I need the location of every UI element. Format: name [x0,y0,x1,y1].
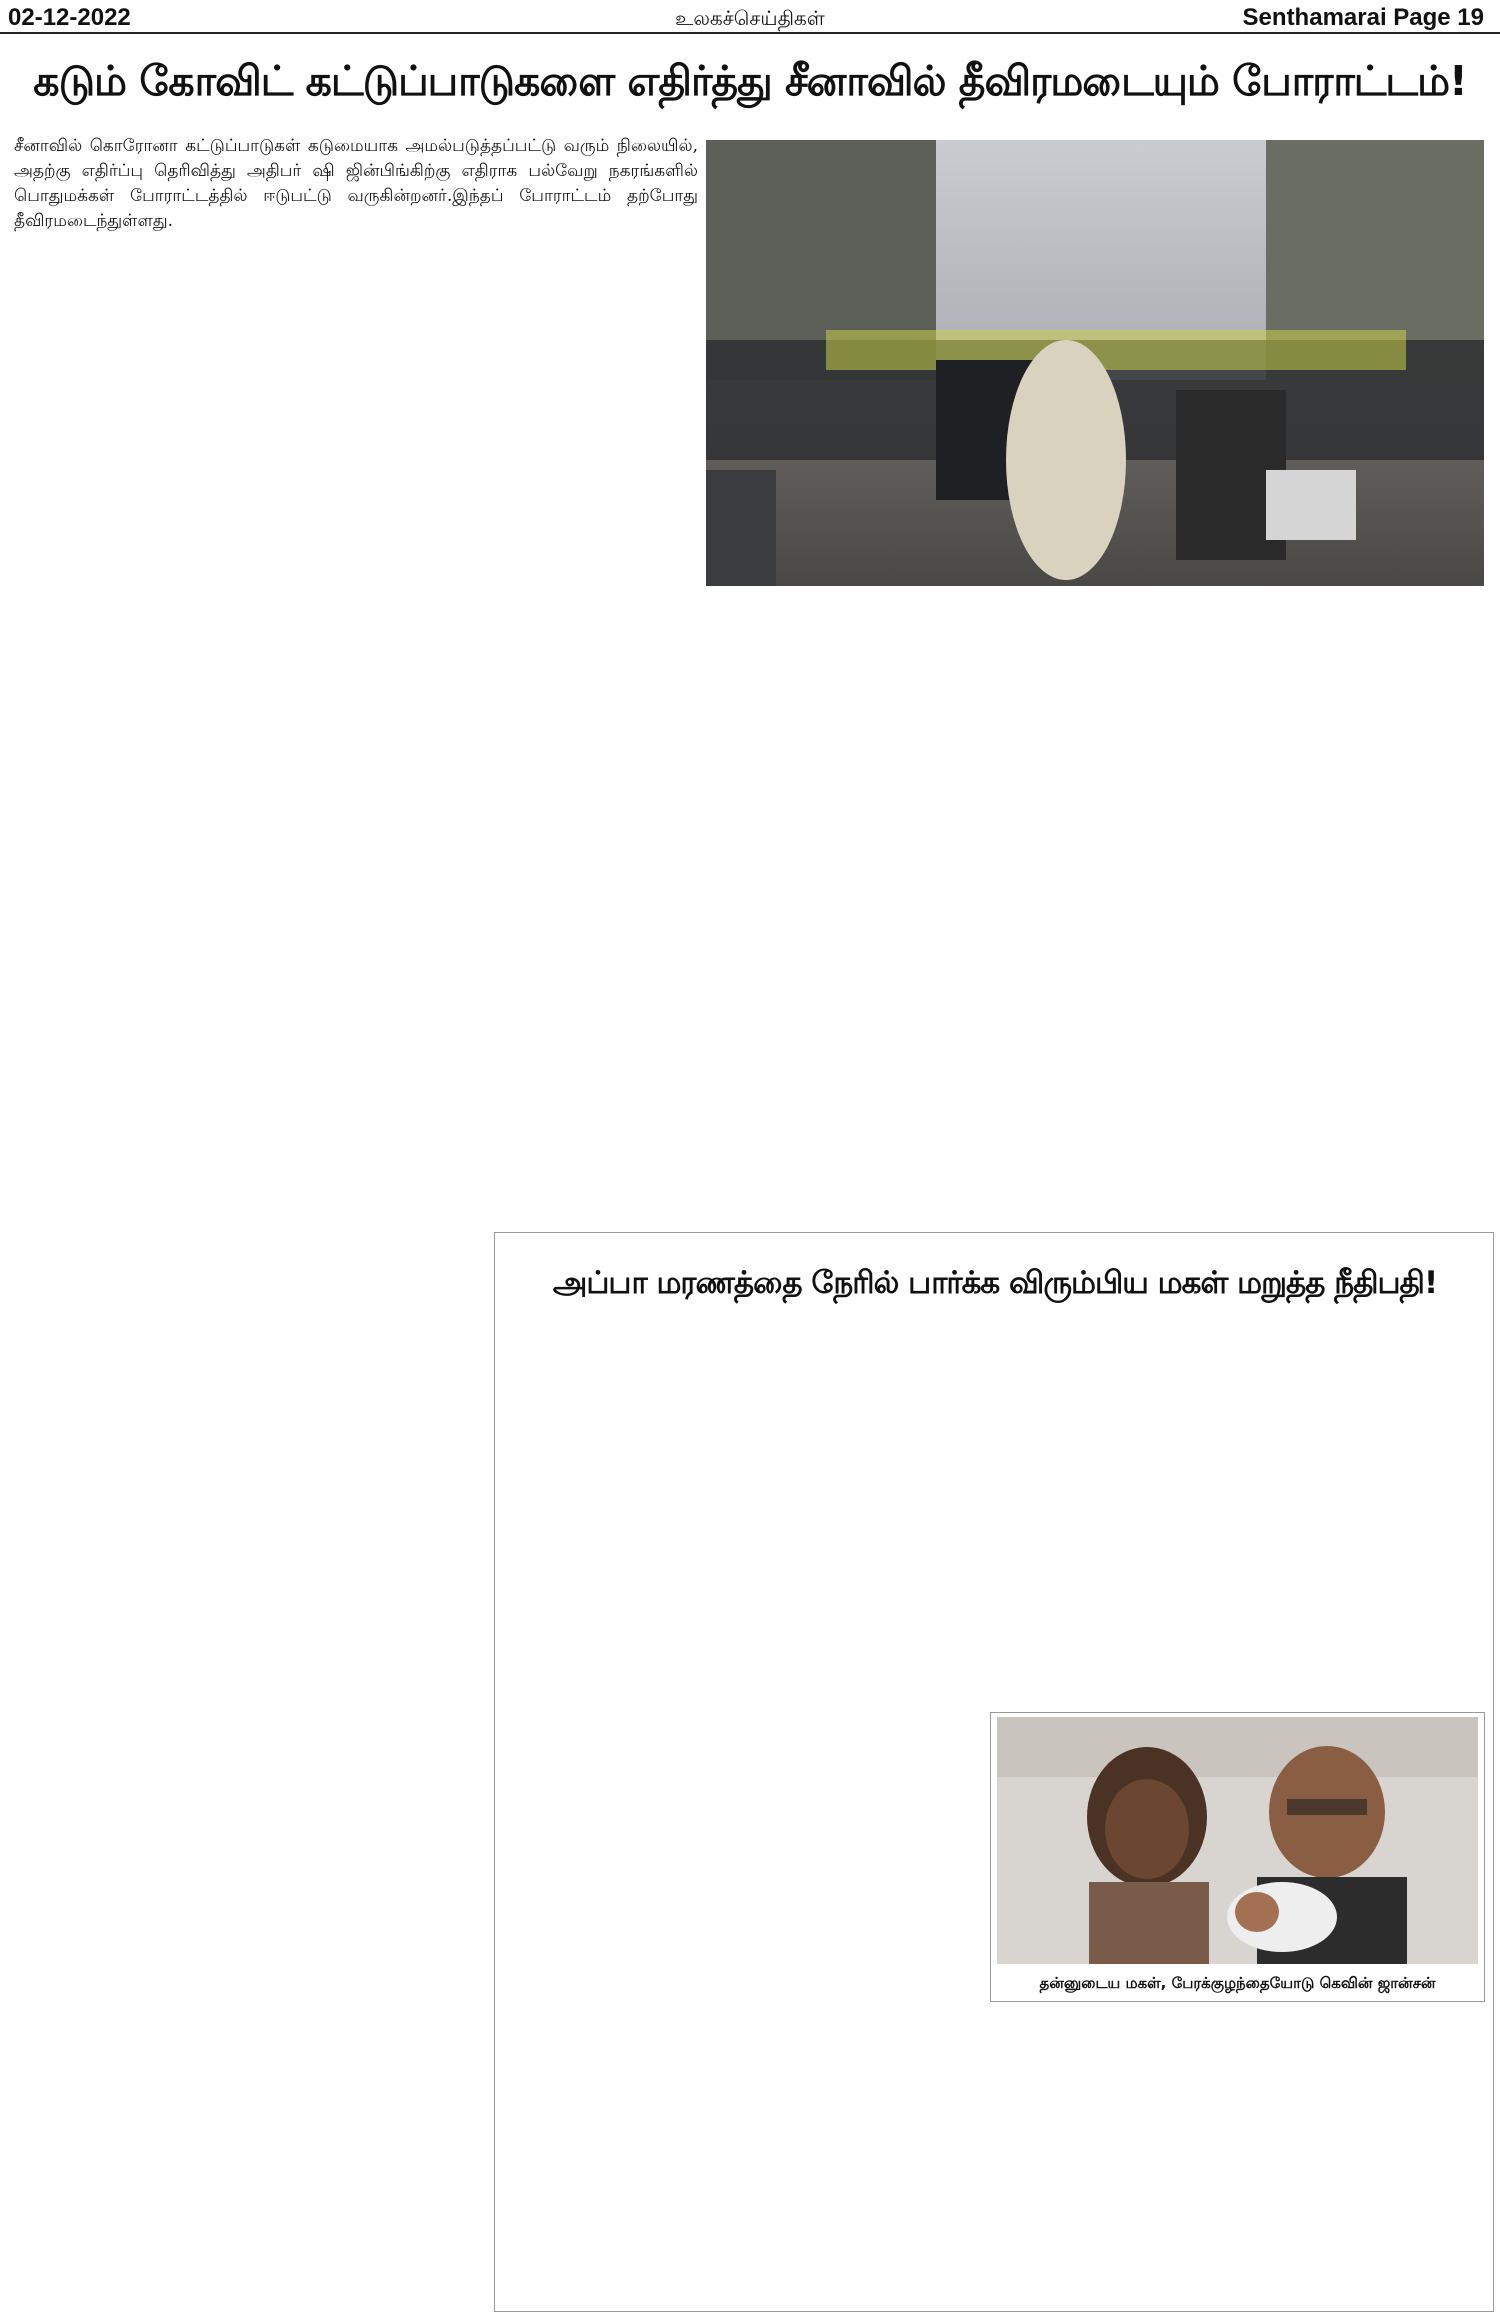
article1-lead-paragraph: சீனாவில் கொரோனா கட்டுப்பாடுகள் கடுமையாக அமல்படுத்தப்பட்டு வரும் நிலையில், அதற்கு எதிர்ப்பு தெரிவித்து அதிபர் ஷி ஜின்பிங்கிற்கு எதிராக பல்வேறு நகரங்களில் பொதுமக்கள் போராட்டத்தில் ஈடுபட்டு வருகின்றனர்.இந்தப் போராட்டம் தற்போது தீவிரமடைந்துள்ளது. [14,136,698,231]
article1-continuation-unread [838,602,1446,752]
article2-body-unread [509,1333,1481,1483]
family-photo [997,1717,1478,1964]
family-photo-caption: தன்னுடைய மகள், பேரக்குழந்தையோடு கெவின் ஜான்சன் [1039,1974,1436,1992]
article2-headline: அப்பா மரணத்தை நேரில் பார்க்க விரும்பிய மகள் மறுத்த நீதிபதி! [552,1265,1438,1301]
section-name: உலகச்செய்திகள் [675,6,825,30]
issue-date: 02-12-2022 [8,4,131,31]
article1-body-unread [14,259,698,459]
protest-photo-image [706,140,1484,586]
family-photo-frame [990,1712,1485,2002]
protest-photo [706,140,1484,586]
family-photo-image [997,1717,1478,1964]
page-header [0,0,1500,34]
page-number: Senthamarai Page 19 [1242,4,1484,31]
article1-headline: கடும் கோவிட் கட்டுப்பாடுகளை எதிர்த்து சீனாவில் தீவிரமடையும் போராட்டம்! [33,57,1467,105]
article1-column-right [838,602,1446,1222]
